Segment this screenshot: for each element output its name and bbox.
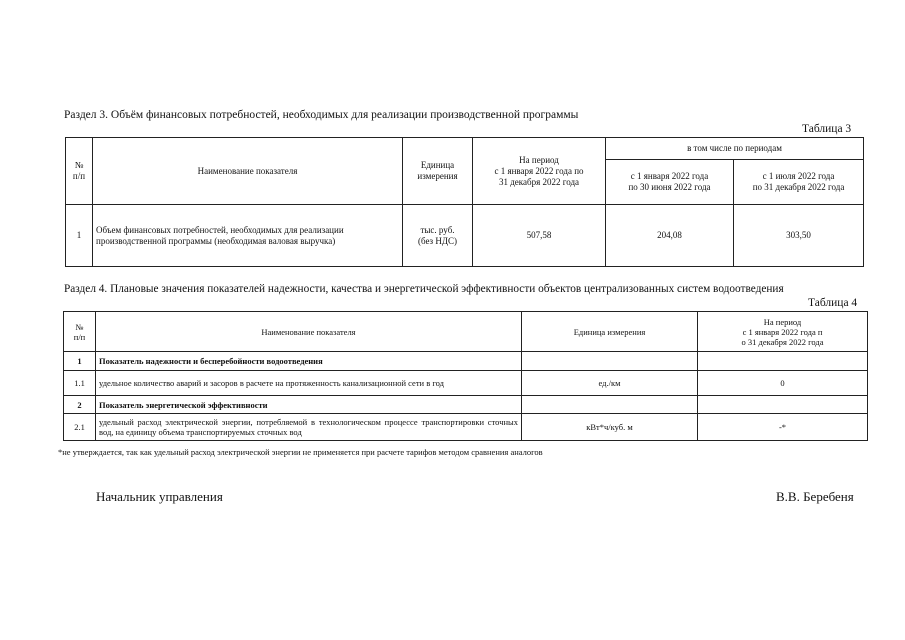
t4-row-name: Показатель энергетической эффективности [96,396,522,414]
t3-row-h2: 303,50 [734,205,864,267]
table-row [64,396,868,414]
t4-row-num: 2 [64,396,96,414]
t4-row-value [698,352,868,371]
t3-row-num: 1 [66,205,93,267]
t3-row-unit: тыс. руб. (без НДС) [403,205,473,267]
t4-header-unit: Единица измерения [522,312,698,352]
t3-row-h1: 204,08 [606,205,734,267]
t4-row-num: 1 [64,352,96,371]
t4-row-value: 0 [698,371,868,396]
table3-label: Таблица 3 [802,123,852,135]
t4-row-unit [522,352,698,371]
t4-row-name: Показатель надежности и бесперебойности водоотведения [96,352,522,371]
t3-header-num: № п/п [66,138,93,205]
table-row [64,371,868,396]
t3-header-unit: Единица измерения [403,138,473,205]
signature-position: Начальник управления [96,489,223,504]
t4-header-num: № п/п [64,312,96,352]
t3-header-h1: с 1 января 2022 года по 30 июня 2022 года [606,160,734,205]
t4-row-value [698,396,868,414]
signature-name: В.В. Беребеня [776,489,854,504]
t4-row-value: -* [698,414,868,441]
t3-header-including: в том числе по периодам [606,138,864,160]
t4-row-name: удельное количество аварий и засоров в расчете на протяженность канализационной сети в год [96,371,522,396]
t4-row-unit: ед./км [522,371,698,396]
table-row [66,205,864,267]
table4-label: Таблица 4 [808,297,858,309]
table-4 [63,311,868,441]
footnote: *не утверждается, так как удельный расход электрической энергии не применяется при расчете тарифов методом сравнения аналогов [58,447,543,457]
table-row [64,414,868,441]
table-3 [65,137,864,267]
section3-title: Раздел 3. Объём финансовых потребностей, необходимых для реализации производственной программы [64,109,579,121]
t4-header-name: Наименование показателя [96,312,522,352]
t4-row-unit: кВт*ч/куб. м [522,414,698,441]
t4-row-unit [522,396,698,414]
t3-row-name: Объем финансовых потребностей, необходимых для реализации производственной программы (необходимая валовая выручка) [93,205,403,267]
t4-row-num: 1.1 [64,371,96,396]
t3-header-name: Наименование показателя [93,138,403,205]
table-row [64,352,868,371]
t4-row-name: удельный расход электрической энергии, потребляемой в технологическом процессе транспортировки сточных вод, на единицу объема транспортируемых сточных вод [96,414,522,441]
t3-row-period: 507,58 [473,205,606,267]
t4-row-num: 2.1 [64,414,96,441]
t4-header-period: На период с 1 января 2022 года п о 31 декабря 2022 года [698,312,868,352]
t3-header-h2: с 1 июля 2022 года по 31 декабря 2022 года [734,160,864,205]
section4-title: Раздел 4. Плановые значения показателей надежности, качества и энергетической эффективности объектов централизованных систем водоотведения [64,283,784,295]
t3-header-period: На период с 1 января 2022 года по 31 декабря 2022 года [473,138,606,205]
